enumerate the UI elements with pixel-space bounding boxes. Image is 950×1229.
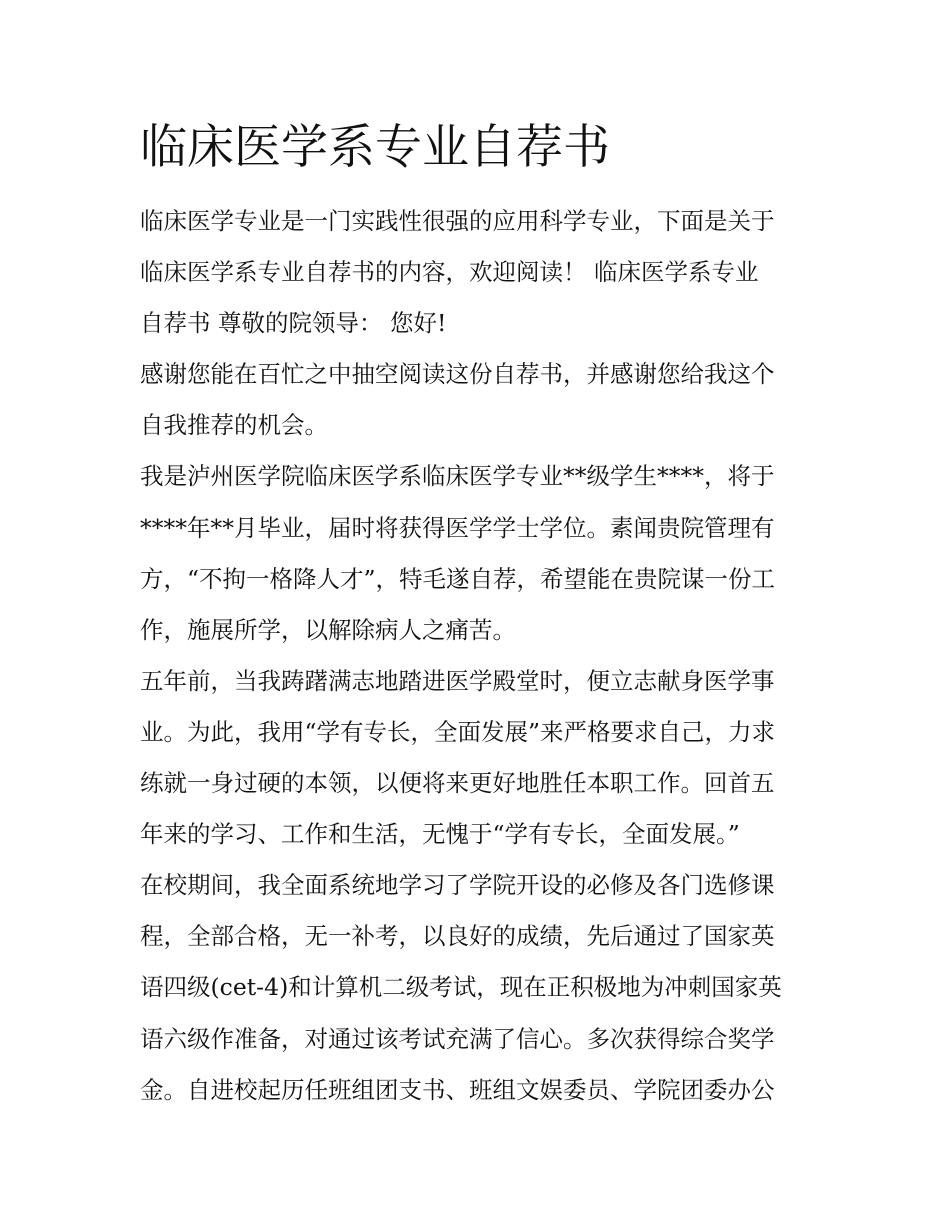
text-line: 在校期间，我全面系统地学习了学院开设的必修及各门选修课 [140, 871, 775, 900]
text-line: 我是泸州医学院临床医学系临床医学专业**级学生****，将于 [140, 462, 775, 491]
text-line: 语六级作准备，对通过该考试充满了信心。多次获得综合奖学 [140, 1024, 775, 1053]
text-line: 临床医学专业是一门实践性很强的应用科学专业，下面是关于 [140, 207, 775, 235]
text-line: 自荐书 尊敬的院领导： 您好! [140, 309, 447, 338]
text-line: 语四级(cet-4)和计算机二级考试，现在正积极地为冲刺国家英 [140, 973, 782, 1002]
text-line: 作，施展所学，以解除病人之痛苦。 [140, 615, 516, 644]
document-body [140, 196, 820, 1116]
text-line: 临床医学系专业自荐书的内容，欢迎阅读！ 临床医学系专业 [140, 258, 759, 287]
text-line: 年来的学习、工作和生活，无愧于“学有专长，全面发展。” [140, 820, 740, 849]
text-line: 练就一身过硬的本领，以便将来更好地胜任本职工作。回首五 [140, 769, 775, 798]
text-line: 自我推荐的机会。 [140, 411, 328, 440]
text-line: 五年前，当我踌躇满志地踏进医学殿堂时，便立志献身医学事 [140, 666, 775, 695]
text-line: 感谢您能在百忙之中抽空阅读这份自荐书，并感谢您给我这个 [140, 360, 775, 389]
text-line: 金。自进校起历任班组团支书、班组文娱委员、学院团委办公 [140, 1075, 775, 1104]
text-line: ****年**月毕业，届时将获得医学学士学位。素闻贵院管理有 [140, 513, 775, 542]
document-title: 临床医学系专业自荐书 [140, 120, 610, 175]
text-line: 业。为此，我用“学有专长，全面发展”来严格要求自己，力求 [140, 717, 776, 746]
text-line: 程，全部合格，无一补考，以良好的成绩，先后通过了国家英 [140, 922, 775, 951]
text-line: 方，“不拘一格降人才”，特毛遂自荐，希望能在贵院谋一份工 [140, 564, 776, 593]
